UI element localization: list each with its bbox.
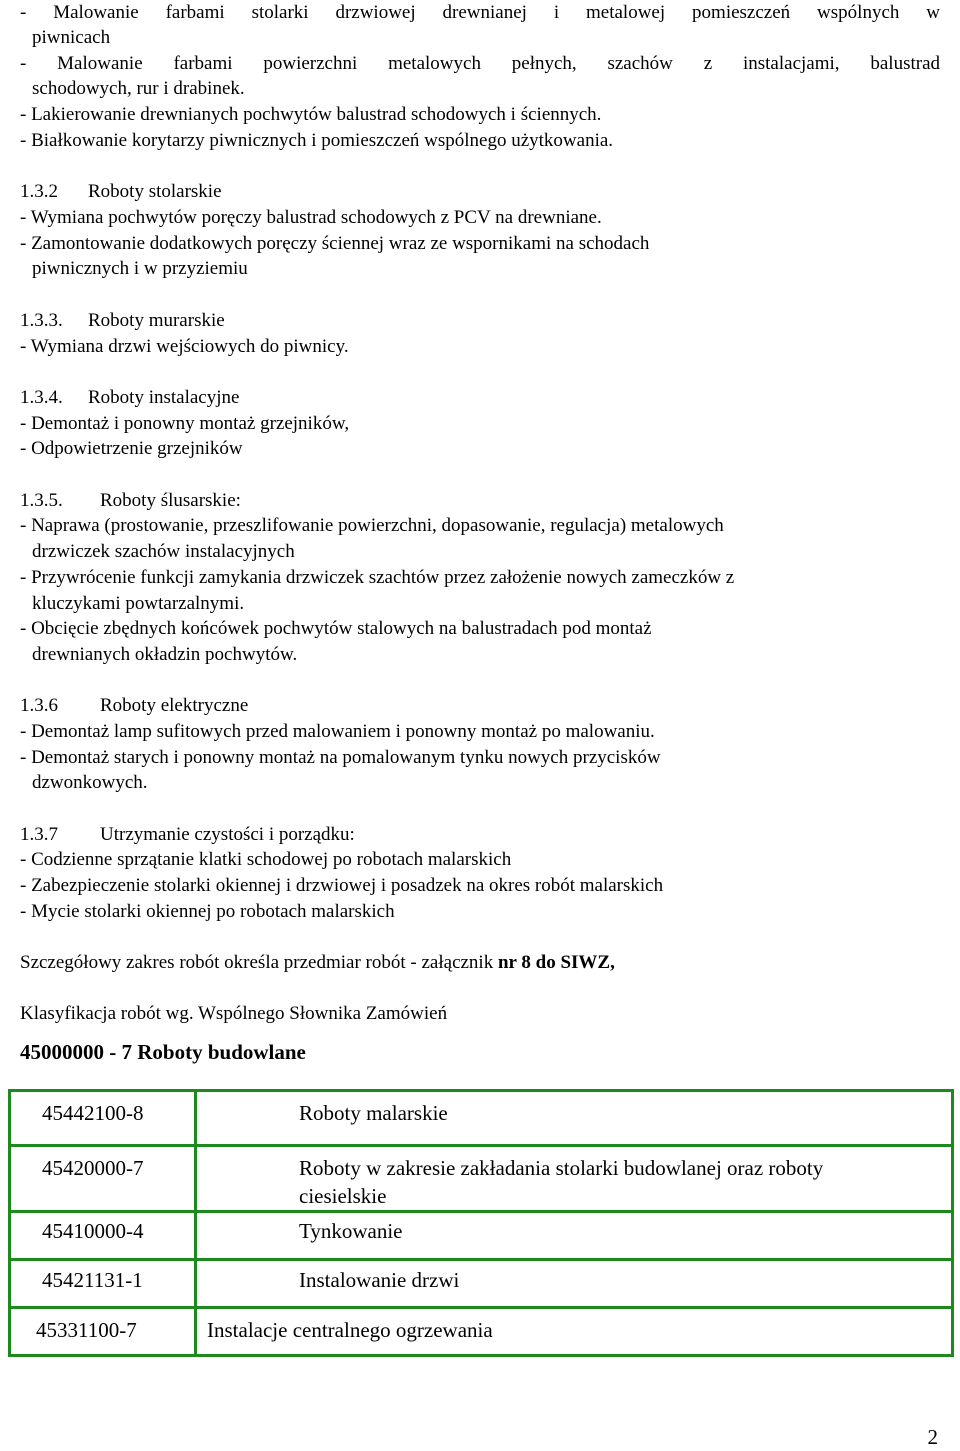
cpv-code-cell <box>10 1212 196 1260</box>
section-number: 1.3.3. <box>20 310 63 331</box>
scope-note <box>20 950 615 976</box>
intro-item: - Białkowanie korytarzy piwnicznych i pomieszczeń wspólnego użytkowania. <box>20 130 614 151</box>
cpv-name: Roboty malarskie <box>299 1101 448 1125</box>
section-heading <box>20 488 241 514</box>
cpv-code-cell <box>10 1091 196 1146</box>
section-title: Roboty murarskie <box>88 310 225 331</box>
intro-item: - Malowanie farbami stolarki drzwiowej drewnianej i metalowej pomieszczeń wspólnych w <box>20 2 940 23</box>
page-number: 2 <box>927 1425 938 1449</box>
cpv-name-cell <box>196 1091 953 1146</box>
cpv-code: 45421131-1 <box>42 1268 143 1292</box>
section-title: Roboty elektryczne <box>100 695 249 716</box>
section-number: 1.3.5. <box>20 490 63 511</box>
section-line-cont: drewnianych okładzin pochwytów. <box>32 644 298 665</box>
cpv-code-cell <box>10 1146 196 1212</box>
section-line-cont: dzwonkowych. <box>32 772 148 793</box>
section-number: 1.3.2 <box>20 181 58 202</box>
section-line-cont: drzwiczek szachów instalacyjnych <box>32 541 295 562</box>
table-row <box>10 1308 953 1356</box>
section-title: Roboty ślusarskie: <box>100 490 241 511</box>
table-row <box>10 1091 953 1146</box>
section-title: Roboty instalacyjne <box>88 387 240 408</box>
table-row <box>10 1212 953 1260</box>
scope-note-attachment: nr 8 do SIWZ, <box>497 952 615 973</box>
section-title: Utrzymanie czystości i porządku: <box>100 824 355 845</box>
cpv-code: 45331100-7 <box>36 1318 137 1342</box>
cpv-name: Roboty w zakresie zakładania stolarki budowlanej oraz roboty <box>299 1156 824 1180</box>
cpv-code: 45410000-4 <box>42 1219 144 1243</box>
cpv-name-cell <box>196 1146 953 1212</box>
intro-item: - Lakierowanie drewnianych pochwytów balustrad schodowych i ściennych. <box>20 104 602 125</box>
intro-item-cont: piwnicach <box>32 27 111 48</box>
section-title: Roboty stolarskie <box>88 181 222 202</box>
section-line: - Mycie stolarki okiennej po robotach malarskich <box>20 901 395 922</box>
cpv-name-cell <box>196 1260 953 1308</box>
section-line: - Wymiana pochwytów poręczy balustrad schodowych z PCV na drewniane. <box>20 207 602 228</box>
table-row <box>10 1260 953 1308</box>
cpv-name: Tynkowanie <box>299 1219 403 1243</box>
cpv-code: 45420000-7 <box>42 1156 144 1180</box>
section-line: - Wymiana drzwi wejściowych do piwnicy. <box>20 336 349 357</box>
cpv-name: Instalowanie drzwi <box>299 1268 460 1292</box>
table-row <box>10 1146 953 1212</box>
cpv-code-cell <box>10 1260 196 1308</box>
section-heading <box>20 385 239 411</box>
scope-note-text: Szczegółowy zakres robót określa przedmiar robót - załącznik <box>20 952 498 973</box>
section-number: 1.3.6 <box>20 695 58 716</box>
section-heading <box>20 693 248 719</box>
section-heading <box>20 179 222 205</box>
section-line: - Odpowietrzenie grzejników <box>20 438 243 459</box>
section-line: - Demontaż starych i ponowny montaż na pomalowanym tynku nowych przycisków <box>20 747 661 768</box>
intro-item-cont: schodowych, rur i drabinek. <box>32 78 245 99</box>
cpv-name: Instalacje centralnego ogrzewania <box>207 1318 493 1342</box>
cpv-name-cont: ciesielskie <box>299 1184 387 1208</box>
cpv-code-cell <box>10 1308 196 1356</box>
section-line: - Demontaż i ponowny montaż grzejników, <box>20 413 350 434</box>
section-line: - Demontaż lamp sufitowych przed malowaniem i ponowny montaż po malowaniu. <box>20 721 655 742</box>
section-line: - Zabezpieczenie stolarki okiennej i drzwiowej i posadzek na okres robót malarskich <box>20 875 664 896</box>
section-line: - Zamontowanie dodatkowych poręczy ściennej wraz ze wspornikami na schodach <box>20 233 650 254</box>
cpv-code: 45442100-8 <box>42 1101 144 1125</box>
intro-item: - Malowanie farbami powierzchni metalowych pełnych, szachów z instalacjami, balustrad <box>20 53 940 74</box>
section-line-cont: piwnicznych i w przyziemiu <box>32 258 248 279</box>
section-number: 1.3.7 <box>20 824 58 845</box>
section-line: - Przywrócenie funkcji zamykania drzwiczek szachtów przez założenie nowych zameczków z <box>20 567 735 588</box>
classification-label: Klasyfikacja robót wg. Wspólnego Słownika Zamówień <box>20 1003 448 1024</box>
section-line-cont: kluczykami powtarzalnymi. <box>32 593 245 614</box>
section-line: - Codzienne sprzątanie klatki schodowej po robotach malarskich <box>20 849 512 870</box>
main-cpv-code: 45000000 - 7 Roboty budowlane <box>20 1040 306 1064</box>
section-heading <box>20 822 355 848</box>
cpv-name-cell <box>196 1212 953 1260</box>
cpv-name-cell <box>196 1308 953 1356</box>
cpv-table <box>8 1089 954 1357</box>
section-heading <box>20 308 225 334</box>
section-line: - Naprawa (prostowanie, przeszlifowanie powierzchni, dopasowanie, regulacja) metalowych <box>20 515 724 536</box>
section-number: 1.3.4. <box>20 387 63 408</box>
section-line: - Obcięcie zbędnych końcówek pochwytów stalowych na balustradach pod montaż <box>20 618 652 639</box>
